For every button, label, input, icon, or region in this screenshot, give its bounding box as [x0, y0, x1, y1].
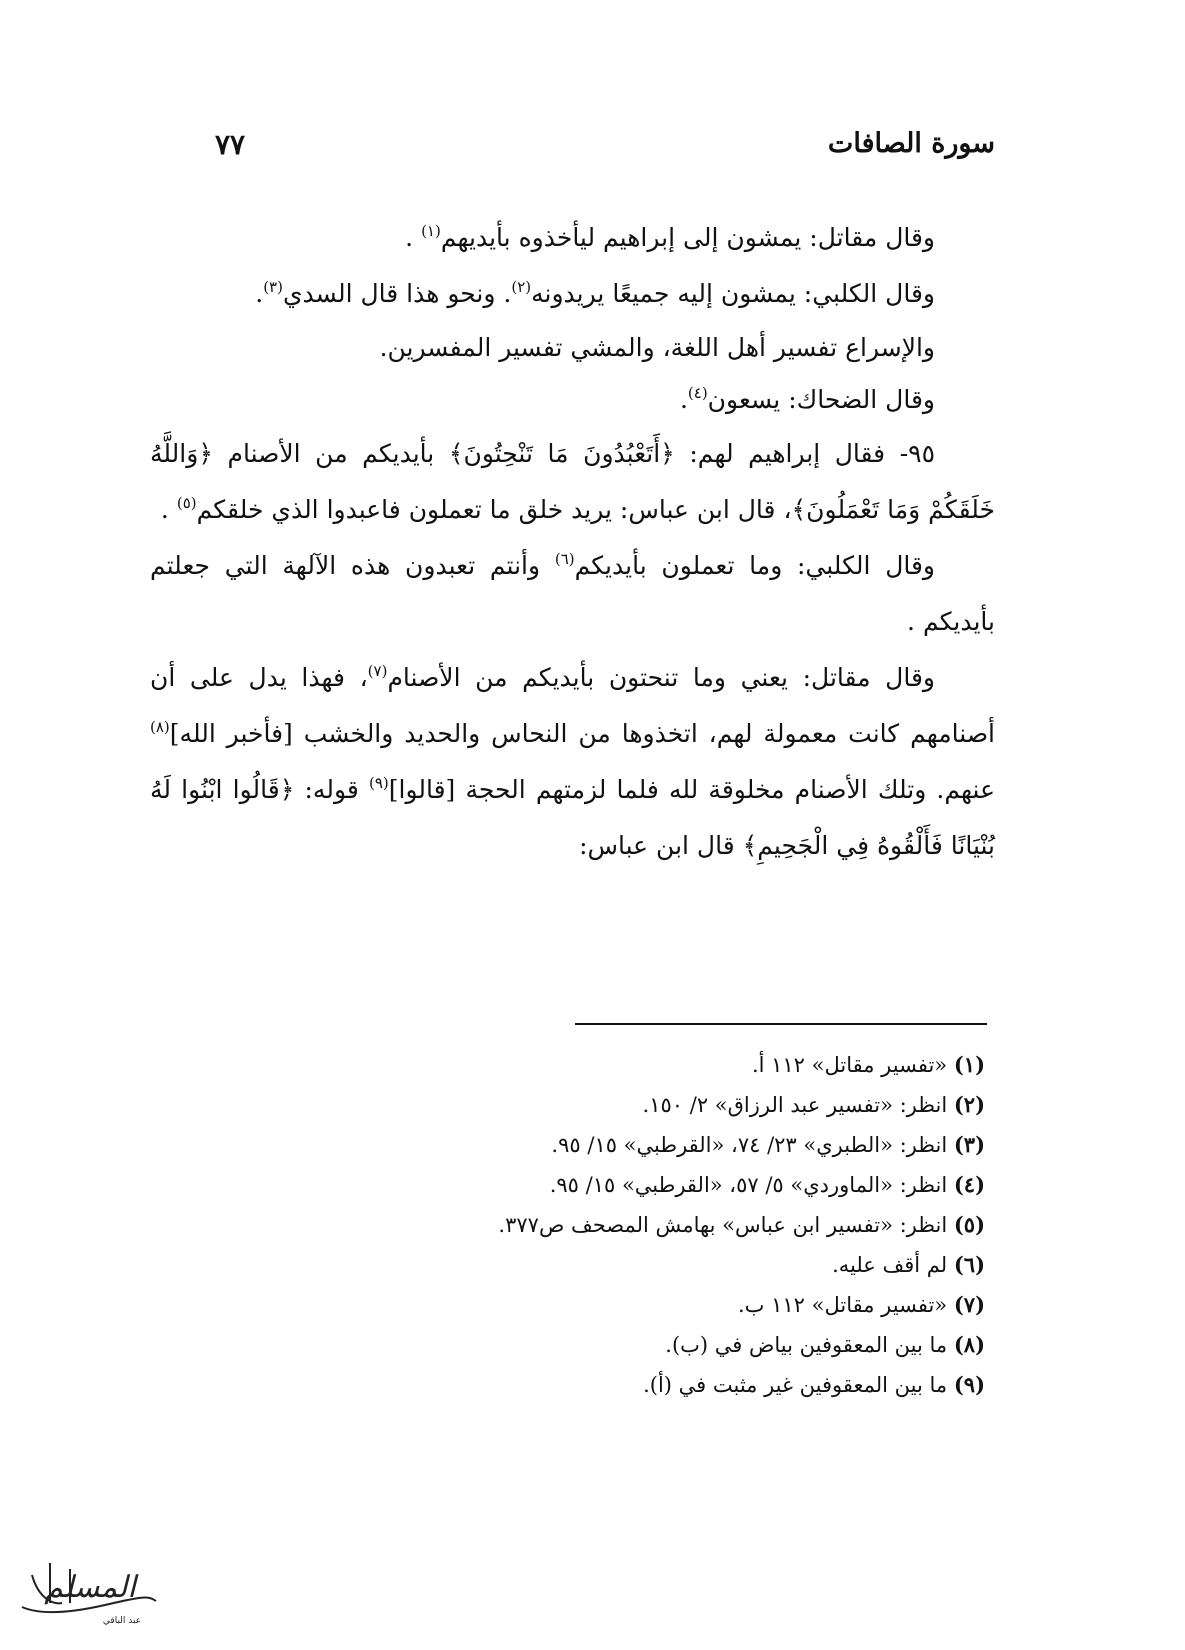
footnote-item: [380, 1325, 985, 1365]
page-number: ٧٧: [215, 128, 246, 161]
footnote-item: [380, 1365, 985, 1405]
footnote-ref: (٤): [687, 384, 708, 402]
footnote-item: [380, 1125, 985, 1165]
text-run: وقال مقاتل: يعني وما تنحتون بأيديكم من الأصنام: [387, 663, 935, 692]
footnote-number: (٨): [953, 1332, 985, 1357]
footnote-item: [380, 1045, 985, 1085]
text-run: والإسراع تفسير أهل اللغة، والمشي تفسير المفسرين.: [379, 333, 935, 362]
main-text: [150, 210, 995, 874]
footnote-item: [380, 1205, 985, 1245]
text-run: بأيديكم من الأصنام: [212, 439, 449, 468]
footnote-ref: (٥): [176, 494, 197, 512]
footnote-ref: (٣): [263, 278, 283, 296]
text-run: ٩٥- فقال إبراهيم لهم:: [674, 439, 936, 468]
footnote-text: انظر: «تفسير ابن عباس» بهامش المصحف ص٣٧٧.: [498, 1213, 954, 1237]
footnote-number: (٧): [953, 1292, 985, 1317]
paragraph-2: [150, 266, 995, 322]
paragraph-7: [150, 650, 995, 874]
text-run: وقال الكلبي: وما تعملون بأيديكم: [574, 551, 936, 580]
footnote-text: ما بين المعقوفين بياض في (ب).: [665, 1333, 954, 1357]
footnote-number: (٢): [953, 1092, 985, 1117]
logo-subtext: عبد الباقي: [102, 1616, 142, 1626]
footnote-item: [380, 1165, 985, 1205]
footnote-text: ما بين المعقوفين غير مثبت في (أ).: [643, 1373, 954, 1397]
text-run: قال ابن عباس:: [579, 831, 743, 860]
text-run: ، قال ابن عباس: يريد خلق ما تعملون فاعبدوا الذي خلقكم: [196, 495, 792, 524]
calligraphy-logo: [10, 1545, 160, 1635]
paragraph-1: [150, 210, 995, 266]
footnote-text: لم أقف عليه.: [832, 1253, 954, 1277]
footnote-ref: (٨): [150, 718, 170, 736]
footnote-ref: (١): [421, 222, 441, 240]
footnote-number: (٤): [953, 1172, 985, 1197]
footnotes: [380, 1045, 985, 1405]
footnote-ref: (٢): [511, 278, 532, 296]
footnote-text: «تفسير مقاتل» ١١٢ ب.: [738, 1293, 954, 1317]
paragraph-3: [150, 322, 995, 374]
footnote-item: [380, 1085, 985, 1125]
footnote-number: (٩): [953, 1372, 985, 1397]
paragraph-6: [150, 538, 995, 650]
footnote-text: انظر: «تفسير عبد الرزاق» ٢/ ١٥٠.: [642, 1093, 954, 1117]
text-run: .: [405, 223, 422, 252]
footnote-number: (١): [953, 1052, 985, 1077]
text-run: وقال مقاتل: يمشون إلى إبراهيم ليأخذوه بأيديهم: [440, 223, 935, 252]
footnote-ref: (٩): [368, 774, 389, 792]
text-run: .: [679, 385, 688, 414]
page-header: [215, 128, 995, 174]
text-run: ، فهذا يدل على أن أصنامهم كانت معمولة لهم، اتخذوها من النحاس والحديد والخشب [فأخبر الله]: [150, 663, 995, 748]
text-run: .: [255, 279, 264, 308]
text-run: وقال الكلبي: يمشون إليه جميعًا يريدونه: [531, 279, 935, 308]
footnote-number: (٣): [953, 1132, 985, 1157]
text-run: وأنتم تعبدون هذه الآلهة التي جعلتم بأيديكم .: [150, 551, 995, 636]
footnote-text: انظر: «الطبري» ٢٣/ ٧٤، «القرطبي» ١٥/ ٩٥.: [551, 1133, 954, 1157]
text-run: وقال الضحاك: يسعون: [707, 385, 935, 414]
footnote-number: (٥): [953, 1212, 985, 1237]
text-run: قوله:: [294, 775, 369, 804]
surah-title: سورة الصافات: [827, 128, 995, 159]
footnote-ref: (٧): [367, 662, 388, 680]
paragraph-4: [150, 374, 995, 426]
quran-quote: ﴿أَتَعْبُدُونَ مَا تَنْحِتُونَ﴾: [448, 439, 675, 468]
logo-text: المسلم: [44, 1570, 136, 1605]
footnote-text: «تفسير مقاتل» ١١٢ أ.: [751, 1053, 954, 1077]
quran-quote: ﴿قَالُوا ابْنُوا لَهُ بُنْيَانًا فَأَلْقُوهُ فِي الْجَحِيمِ﴾: [150, 775, 995, 860]
text-run: عنهم. وتلك الأصنام مخلوقة لله فلما لزمتهم الحجة [قالوا]: [388, 775, 995, 804]
text-run: .: [160, 495, 177, 524]
footnote-item: [380, 1245, 985, 1285]
footnote-number: (٦): [953, 1252, 985, 1277]
footnote-item: [380, 1285, 985, 1325]
text-run: . ونحو هذا قال السدي: [282, 279, 512, 308]
footnote-divider: [575, 1023, 987, 1025]
quran-quote: ﴿وَاللَّهُ خَلَقَكُمْ وَمَا تَعْمَلُونَ﴾: [150, 439, 995, 524]
footnote-text: انظر: «الماوردي» ٥/ ٥٧، «القرطبي» ١٥/ ٩٥.: [549, 1173, 954, 1197]
footnote-ref: (٦): [554, 550, 575, 568]
paragraph-5: [150, 426, 995, 538]
